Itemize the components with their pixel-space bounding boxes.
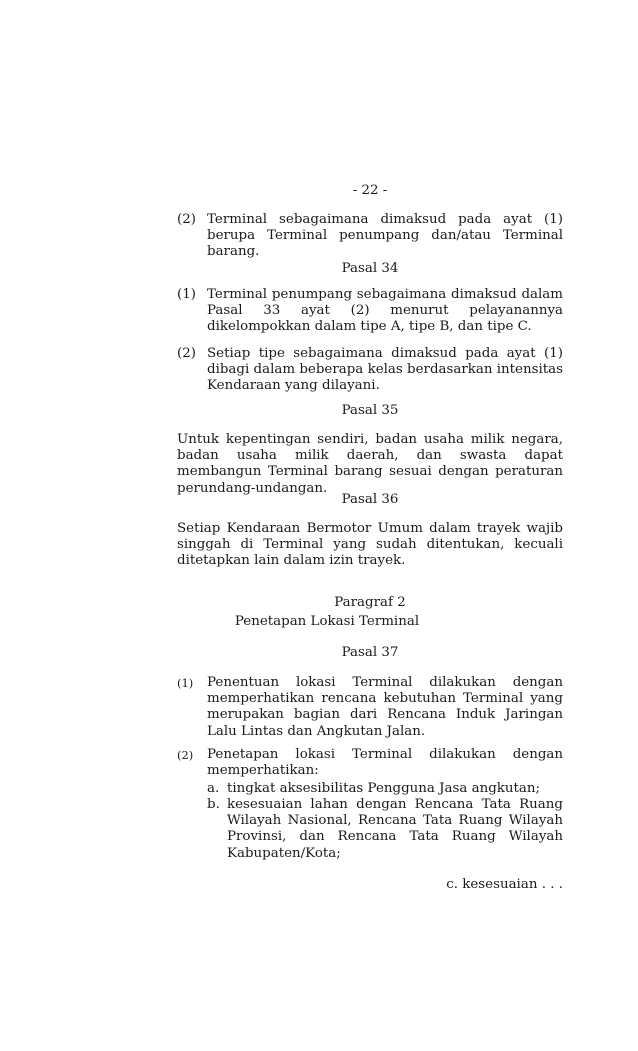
subitem-letter: b. <box>207 797 220 812</box>
catchword: c. kesesuaian . . . <box>446 877 563 892</box>
item-number: (2) <box>177 212 196 227</box>
item-text: Terminal sebagaimana dimaksud pada ayat (1) berupa Terminal penumpang dan/atau Terminal barang. <box>207 212 563 260</box>
item-text: Penentuan lokasi Terminal dilakukan dengan memperhatikan rencana kebutuhan Terminal yang merupakan bagian dari Rencana Induk Jaringan Lalu Lintas dan Angkutan Jalan. <box>207 675 563 739</box>
subitem-text: kesesuaian lahan dengan Rencana Tata Ruang Wilayah Nasional, Rencana Tata Ruang Wilayah Provinsi, dan Rencana Tata Ruang Wilayah Kabupaten/Kota; <box>227 797 563 861</box>
pasal-34-item-1 <box>177 287 563 336</box>
pasal-37-item-1 <box>177 675 563 740</box>
pasal-37-subitem-b <box>177 797 563 862</box>
pasal-37-heading: Pasal 37 <box>341 645 399 660</box>
paragraph-text: Setiap Kendaraan Bermotor Umum dalam trayek wajib singgah di Terminal yang sudah ditentukan, kecuali ditetapkan lain dalam izin trayek. <box>177 521 563 569</box>
item-text: Terminal penumpang sebagaimana dimaksud dalam Pasal 33 ayat (2) menurut pelayanannya dikelompokkan dalam tipe A, tipe B, dan tipe C. <box>207 287 563 335</box>
pasal-34-heading: Pasal 34 <box>341 261 399 276</box>
paragraph-text: Untuk kepentingan sendiri, badan usaha milik negara, badan usaha milik daerah, dan swasta dapat membangun Terminal barang sesuai dengan peraturan perundang-undangan. <box>177 432 563 496</box>
item-number: (2) <box>177 346 196 361</box>
pasal-37-item-2 <box>177 747 563 779</box>
pasal-37-subitem-a <box>177 781 563 797</box>
subitem-text: tingkat aksesibilitas Pengguna Jasa angkutan; <box>227 781 541 796</box>
item-text: Penetapan lokasi Terminal dilakukan dengan memperhatikan: <box>207 747 563 779</box>
item-number: (1) <box>177 287 196 302</box>
pasal-35-text <box>177 432 563 497</box>
page-number: - 22 - <box>352 183 388 198</box>
item-number: (1) <box>177 676 194 690</box>
paragraf-heading: Paragraf 2 <box>334 595 406 610</box>
item-text: Setiap tipe sebagaimana dimaksud pada ayat (1) dibagi dalam beberapa kelas berdasarkan intensitas Kendaraan yang dilayani. <box>207 346 563 394</box>
paragraf-subheading: Penetapan Lokasi Terminal <box>234 614 420 629</box>
pasal-36-text <box>177 521 563 570</box>
subitem-letter: a. <box>207 781 220 796</box>
item-number: (2) <box>177 748 194 762</box>
pasal-35-heading: Pasal 35 <box>341 403 399 418</box>
pasal-36-heading: Pasal 36 <box>341 492 399 507</box>
section-item <box>177 212 563 261</box>
pasal-34-item-2 <box>177 346 563 395</box>
